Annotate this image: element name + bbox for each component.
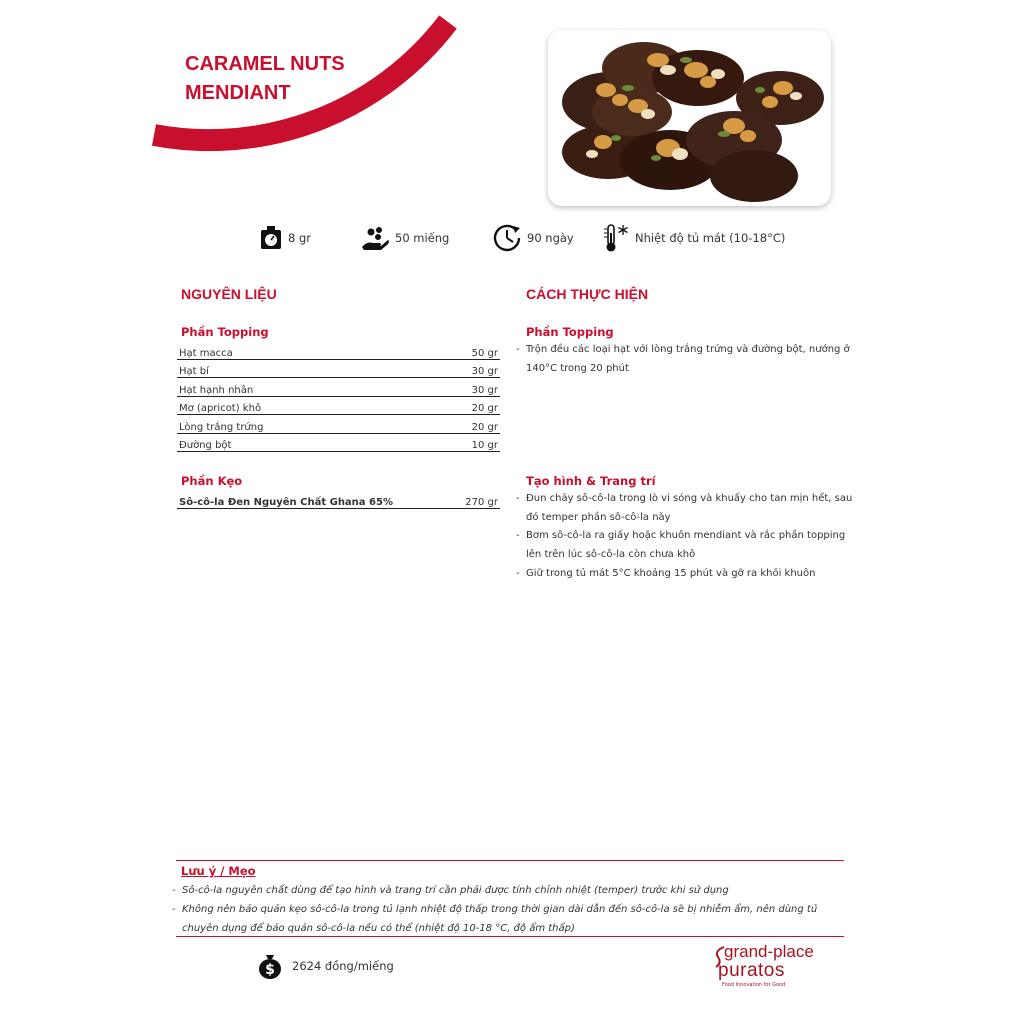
table-row bbox=[177, 378, 500, 397]
list-item: - Trộn đều các loại hạt với lòng trắng trứng và đường bột, nướng ở 140°C trong 20 phút bbox=[516, 341, 861, 378]
ingredient-amount: 20 gr bbox=[417, 396, 500, 415]
table-row bbox=[177, 415, 500, 434]
ingredient-name: Hạt hạnh nhân bbox=[177, 378, 417, 397]
notes-top-divider bbox=[176, 860, 844, 861]
price-row bbox=[258, 953, 394, 979]
notes-title: Lưu ý / Mẹo bbox=[181, 864, 256, 878]
stat-weight bbox=[258, 224, 311, 252]
method-topping-title: Phần Topping bbox=[526, 325, 614, 339]
list-item: - Không nên bảo quản kẹo sô-cô-la trong tủ lạnh nhiệt độ thấp trong thời gian dài dẫn đến sô-cô-la sẽ bị nhiễm ẩm, nên dùng tủ chuyên dụng để bảo quản sô-cô-la nếu có thể (nhiệt độ 10-18 °C, độ ẩm thấp) bbox=[172, 900, 852, 938]
stat-storage-label: Nhiệt độ tủ mát (10-18°C) bbox=[635, 231, 786, 245]
method-heading: CÁCH THỰC HIỆN bbox=[526, 286, 649, 302]
logo-line-2: puratos bbox=[718, 960, 785, 981]
clock-icon bbox=[493, 224, 523, 252]
ingredient-name: Lòng trắng trứng bbox=[177, 415, 417, 434]
shaping-steps bbox=[516, 490, 861, 584]
ingredient-amount: 10 gr bbox=[417, 433, 500, 452]
list-item: - Giữ trong tủ mát 5°C khoảng 15 phút và gỡ ra khỏi khuôn bbox=[516, 565, 861, 584]
method-shaping-title: Tạo hình & Trang trí bbox=[526, 474, 656, 488]
table-row bbox=[177, 341, 500, 359]
list-item: - Sô-cô-la nguyên chất dùng để tạo hình và trang trí cần phải được tính chỉnh nhiệt (temper) trước khi sử dụng bbox=[172, 881, 852, 900]
topping-ingredients-table bbox=[177, 341, 500, 452]
title-line-2: MENDIANT bbox=[185, 82, 291, 104]
stat-storage bbox=[603, 224, 785, 252]
ingredient-amount: 270 gr bbox=[453, 490, 500, 508]
ingredients-candy-title: Phần Kẹo bbox=[181, 474, 243, 488]
table-row bbox=[177, 359, 500, 378]
stat-pieces bbox=[361, 224, 449, 252]
table-row bbox=[177, 490, 500, 508]
stat-shelf-life bbox=[493, 224, 574, 252]
dollar-bag-icon bbox=[258, 953, 282, 979]
notes-list bbox=[172, 881, 852, 938]
scale-icon bbox=[258, 225, 284, 251]
thermometer-snowflake-icon bbox=[603, 223, 631, 253]
ingredient-name: Hạt macca bbox=[177, 341, 417, 359]
stat-shelf-life-label: 90 ngày bbox=[527, 231, 574, 245]
notes-bottom-divider bbox=[176, 936, 844, 937]
chocolate-photo bbox=[548, 30, 831, 206]
ingredient-amount: 30 gr bbox=[417, 378, 500, 397]
ingredient-name: Đường bột bbox=[177, 433, 417, 452]
title-line-1: CARAMEL NUTS bbox=[185, 53, 345, 75]
logo-line-1: grand-place bbox=[724, 942, 814, 961]
hand-coins-icon bbox=[361, 225, 391, 251]
candy-ingredients-table bbox=[177, 490, 500, 509]
list-item: - Bơm sô-cô-la ra giấy hoặc khuôn mendiant và rắc phần topping lên trên lúc sô-cô-la còn chưa khô bbox=[516, 527, 861, 564]
puratos-logo bbox=[712, 941, 834, 991]
table-row bbox=[177, 396, 500, 415]
ingredient-amount: 50 gr bbox=[417, 341, 500, 359]
ingredient-name: Mơ (apricot) khô bbox=[177, 396, 417, 415]
svg-text:$: $ bbox=[265, 962, 275, 978]
ingredient-name: Sô-cô-la Đen Nguyên Chất Ghana 65% bbox=[177, 490, 453, 508]
ingredient-amount: 20 gr bbox=[417, 415, 500, 434]
ingredients-heading: NGUYÊN LIỆU bbox=[181, 286, 277, 302]
table-row bbox=[177, 433, 500, 452]
topping-steps bbox=[516, 341, 861, 378]
ingredient-name: Hạt bí bbox=[177, 359, 417, 378]
logo-tagline: Food Innovation for Good bbox=[722, 982, 786, 988]
ingredients-topping-title: Phần Topping bbox=[181, 325, 269, 339]
ingredient-amount: 30 gr bbox=[417, 359, 500, 378]
recipe-title bbox=[185, 50, 345, 108]
stat-pieces-label: 50 miếng bbox=[395, 231, 450, 245]
price-label: 2624 đồng/miếng bbox=[292, 959, 394, 973]
stat-weight-label: 8 gr bbox=[288, 231, 311, 245]
list-item: - Đun chảy sô-cô-la trong lò vi sóng và khuấy cho tan mịn hết, sau đó temper phần sô-cô-la này bbox=[516, 490, 861, 527]
